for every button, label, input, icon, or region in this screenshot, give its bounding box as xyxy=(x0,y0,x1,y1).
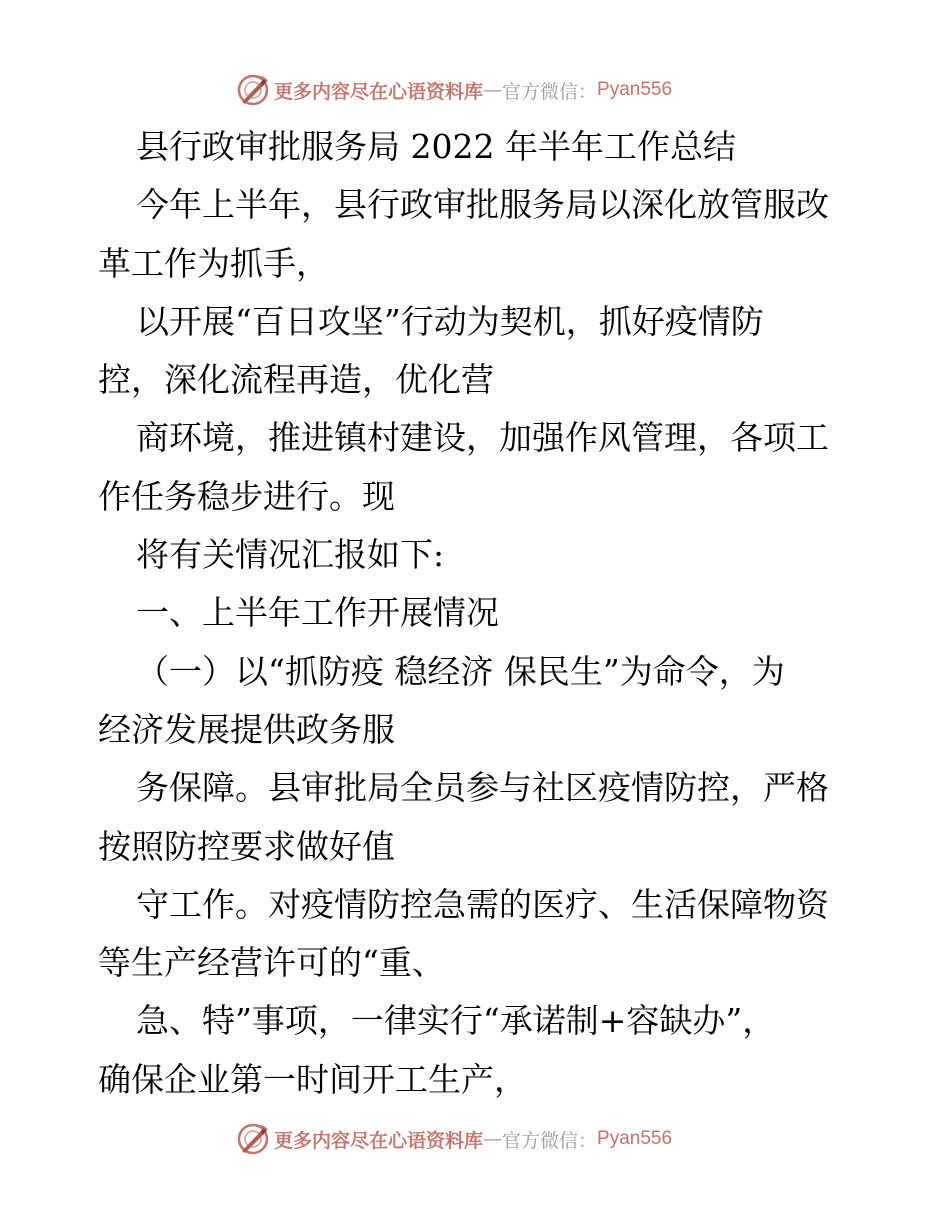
document-line: 务保障。县审批局全员参与社区疫情防控，严格 xyxy=(136,768,829,808)
watermark-main-text: 更多内容尽在心语资料库 xyxy=(274,80,484,103)
document-line: 今年上半年，县行政审批服务局以深化放管服改 xyxy=(136,185,829,225)
document-line: 等生产经营许可的“重、 xyxy=(98,943,445,983)
document-line: 一、上半年工作开展情况 xyxy=(136,593,499,633)
document-line: 将有关情况汇报如下: xyxy=(136,535,445,575)
watermark-main-text: 更多内容尽在心语资料库 xyxy=(274,1129,484,1152)
document-line: （一）以“抓防疫 稳经济 保民生”为命令，为 xyxy=(136,651,785,691)
document-line: 作任务稳步进行。现 xyxy=(98,476,395,516)
watermark-dash: — xyxy=(483,79,503,101)
watermark-header xyxy=(236,73,756,107)
document-line: 以开展“百日攻坚”行动为契机，抓好疫情防 xyxy=(136,301,764,341)
watermark-sub-text: 官方微信： xyxy=(502,80,598,103)
document-body xyxy=(98,118,858,1109)
watermark-wechat-id: Pyan556 xyxy=(597,79,673,100)
document-line: 控，深化流程再造，优化营 xyxy=(98,360,494,400)
pen-logo-icon xyxy=(236,1122,270,1156)
watermark-sub-text: 官方微信： xyxy=(502,1129,598,1152)
document-line: 商环境，推进镇村建设，加强作风管理，各项工 xyxy=(136,418,829,458)
pen-logo-icon xyxy=(236,73,270,107)
watermark-wechat-id: Pyan556 xyxy=(597,1128,673,1149)
watermark-dash: — xyxy=(483,1128,503,1150)
document-line: 经济发展提供政务服 xyxy=(98,709,395,749)
document-line: 急、特”事项，一律实行“承诺制+容缺办”， xyxy=(136,1001,776,1041)
document-line: 按照防控要求做好值 xyxy=(98,826,395,866)
watermark-footer xyxy=(236,1122,756,1156)
document-line: 守工作。对疫情防控急需的医疗、生活保障物资 xyxy=(136,884,829,924)
document-title: 县行政审批服务局 2022 年半年工作总结 xyxy=(136,127,736,166)
document-line: 革工作为抓手， xyxy=(98,243,329,283)
document-line: 确保企业第一时间开工生产， xyxy=(98,1059,527,1099)
